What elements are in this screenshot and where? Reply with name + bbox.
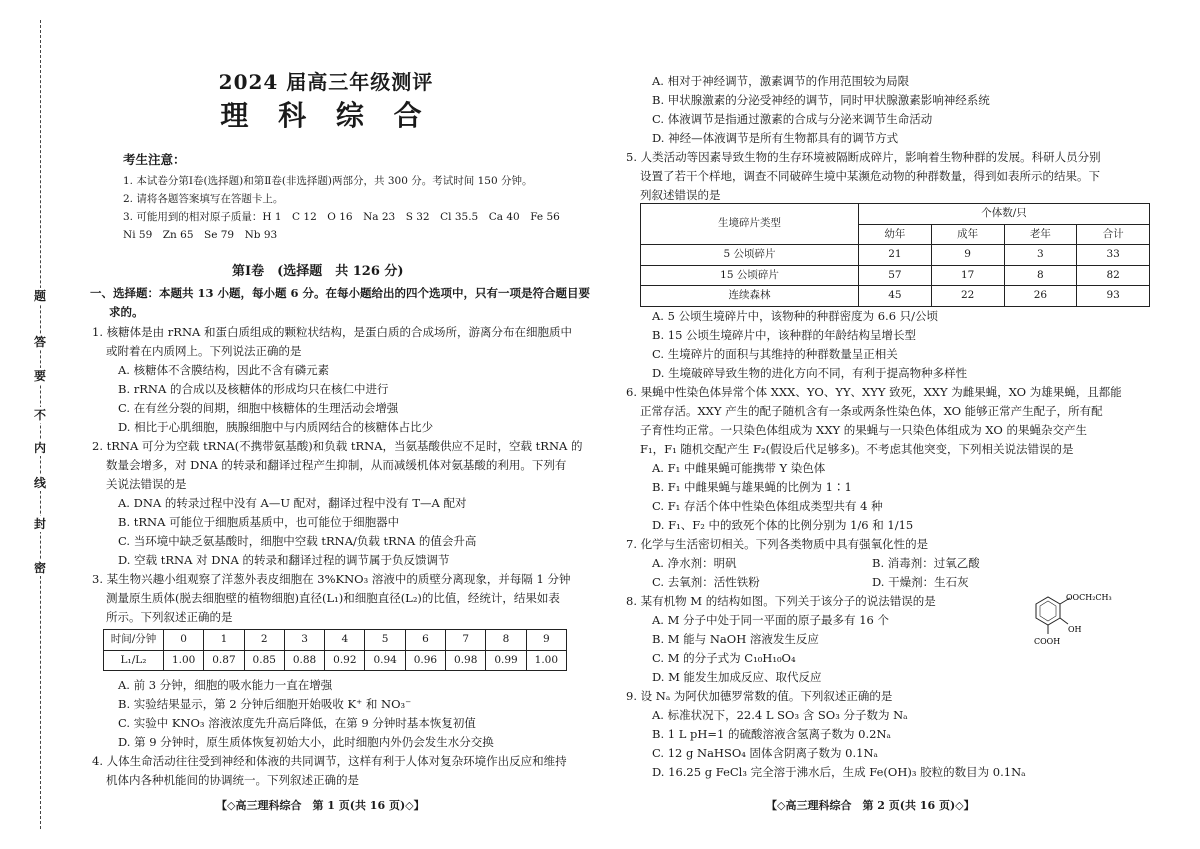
table-header: 幼年 [859,224,932,245]
table-row [104,650,567,671]
table-cell: 0.96 [405,650,445,671]
notice-line: 2. 请将各题答案填写在答题卡上。 [123,193,284,205]
option: C. 实验中 KNO₃ 溶液浓度先升高后降低，在第 9 分钟时基本恢复初值 [118,716,476,730]
margin-char: 内 [28,440,52,456]
section-intro: 一、选择题：本题共 13 小题，每小题 6 分。在每小题给出的四个选项中，只有一项是符合题目要 [90,286,591,300]
section-intro: 求的。 [109,305,144,319]
option: B. 实验结果显示，第 2 分钟后细胞开始吸收 K⁺ 和 NO₃⁻ [118,697,412,711]
table-cell: 45 [859,286,932,307]
question-stem: 关说法错误的是 [106,477,187,491]
exam-title: 2024 届高三年级测评 [218,70,434,94]
table-row [641,286,1150,307]
table-cell: 0.88 [284,650,324,671]
margin-char: 题 [28,288,52,304]
option: B. rRNA 的合成以及核糖体的形成均只在核仁中进行 [118,382,389,396]
option: B. 15 公顷生境碎片中，该种群的年龄结构呈增长型 [652,328,917,342]
page-footer: 【◇高三理科综合 第 2 页(共 16 页)◇】 [766,799,975,812]
question-stem: 设置了若干个样地，调查不同破碎生境中某濒危动物的种群数量，得到如表所示的结果。下 [640,169,1100,183]
question-stem: 或附着在内质网上。下列说法正确的是 [106,344,302,358]
option: A. M 分子中处于同一平面的原子最多有 16 个 [652,613,889,627]
table-cell: 2 [244,630,284,651]
margin-char: 不 [28,407,52,423]
table-cell: 0.99 [486,650,526,671]
table-cell: 5 [365,630,405,651]
question-stem: 机体内各种机能间的协调统一。下列叙述正确的是 [106,773,359,787]
option: B. M 能与 NaOH 溶液发生反应 [652,632,819,646]
table-cell: 3 [1004,245,1077,266]
table-header: 生境碎片类型 [641,204,859,245]
table-cell: 0.87 [204,650,244,671]
notice-heading: 考生注意： [123,152,186,167]
option: B. tRNA 可能位于细胞质基质中，也可能位于细胞器中 [118,515,400,529]
table-cell: 17 [931,265,1004,286]
table-row [641,204,1150,225]
molecule-ester-label: OOCH₂CH₃ [1066,593,1112,602]
page-2 [616,0,1164,849]
question-stem: 子育性均正常。一只染色体组成为 XXY 的果蝇与一只染色体组成为 XO 的果蝇杂交产生 [640,423,1087,437]
table-cell: 9 [931,245,1004,266]
question-stem: 3. 某生物兴趣小组观察了洋葱外表皮细胞在 3%KNO₃ 溶液中的质壁分离现象，并每隔 1 分钟 [92,572,571,586]
table-row [104,630,567,651]
option: C. 当环境中缺乏氨基酸时，细胞中空载 tRNA/负载 tRNA 的值会升高 [118,534,477,548]
table-cell: 1.00 [526,650,566,671]
option: D. 神经—体液调节是所有生物都具有的调节方式 [652,131,899,145]
question-stem: 数量会增多，对 DNA 的转录和翻译过程产生抑制，从而减缓机体对氨基酸的利用。下列有 [106,458,567,472]
option: B. 1 L pH=1 的硫酸溶液含氢离子数为 0.2Nₐ [652,727,891,741]
table-cell: 0.92 [325,650,365,671]
table-cell: 0 [164,630,204,651]
subject-title: 理 科 综 合 [220,99,432,132]
option: A. F₁ 中雌果蝇可能携带 Y 染色体 [652,461,826,475]
table-cell: 8 [1004,265,1077,286]
option: D. 第 9 分钟时，原生质体恢复初始大小，此时细胞内外仍会发生水分交换 [118,735,494,749]
table-cell: 93 [1077,286,1150,307]
option: C. 12 g NaHSO₄ 固体含阴离子数为 0.1Nₐ [652,746,878,760]
table-cell: 6 [405,630,445,651]
option: C. F₁ 存活个体中性染色体组成类型共有 4 种 [652,499,883,513]
table-header: 个体数/只 [859,204,1150,225]
question-stem: F₁，F₁ 随机交配产生 F₂(假设后代足够多)。不考虑其他突变，下列相关说法错误的是 [640,442,1074,456]
table-row [641,245,1150,266]
margin-char: 答 [28,334,52,350]
table-cell: 1 [204,630,244,651]
option: B. F₁ 中雌果蝇与雄果蝇的比例为 1∶1 [652,480,852,494]
question-stem: 正常存活。XXY 产生的配子随机含有一条或两条性染色体，XO 能够正常产生配子，所有配 [640,404,1103,418]
option: D. F₁、F₂ 中的致死个体的比例分别为 1/6 和 1/15 [652,518,914,532]
option: A. 净水剂：明矾 [652,556,737,570]
question-stem: 测量原生质体(脱去细胞壁的植物细胞)直径(L₁)和细胞直径(L₂)的比值，经统计，结果如表 [106,591,560,605]
option: A. 标准状况下，22.4 L SO₃ 含 SO₃ 分子数为 Nₐ [652,708,908,722]
option: D. M 能发生加成反应、取代反应 [652,670,822,684]
table-cell: 5 公顷碎片 [641,245,859,266]
binding-margin [0,0,64,849]
table-cell: 7 [446,630,486,651]
table-cell: 33 [1077,245,1150,266]
table-cell: 22 [931,286,1004,307]
table-cell: 57 [859,265,932,286]
notice-line: 1. 本试卷分第Ⅰ卷(选择题)和第Ⅱ卷(非选择题)两部分，共 300 分。考试时间 150 分钟。 [123,175,533,187]
question-stem: 1. 核糖体是由 rRNA 和蛋白质组成的颗粒状结构，是蛋白质的合成场所，游离分布在细胞质中 [92,325,572,339]
option: C. 去氧剂：活性铁粉 [652,575,760,589]
notice-line: 3. 可能用到的相对原子质量：H 1 C 12 O 16 Na 23 S 32 Cl 35.5 Ca 40 Fe 56 [123,211,560,223]
table-cell: 0.85 [244,650,284,671]
table-header: L₁/L₂ [104,650,164,671]
margin-char: 封 [28,516,52,532]
data-table-q5 [640,203,1150,307]
option: A. 5 公顷生境碎片中，该物种的种群密度为 6.6 只/公顷 [652,309,939,323]
table-header: 成年 [931,224,1004,245]
question-stem: 9. 设 Nₐ 为阿伏加德罗常数的值。下列叙述正确的是 [626,689,893,703]
section-title: 第Ⅰ卷 (选择题 共 126 分) [232,264,404,279]
table-cell: 21 [859,245,932,266]
table-cell: 26 [1004,286,1077,307]
option: D. 生境破碎导致生物的进化方向不同，有利于提高物种多样性 [652,366,968,380]
option: A. 前 3 分钟，细胞的吸水能力一直在增强 [118,678,333,692]
question-stem: 6. 果蝇中性染色体异常个体 XXX、YO、YY、XYY 致死，XXY 为雌果蝇，XO 为雄果蝇，且都能 [626,385,1122,399]
page-1 [76,0,591,849]
option: A. 核糖体不含膜结构，因此不含有磷元素 [118,363,330,377]
table-row [641,265,1150,286]
page-footer: 【◇高三理科综合 第 1 页(共 16 页)◇】 [216,799,425,812]
table-cell: 3 [284,630,324,651]
table-cell: 4 [325,630,365,651]
question-stem: 4. 人体生命活动往往受到神经和体液的共同调节，这样有利于人体对复杂环境作出反应和维持 [92,754,567,768]
option: A. 相对于神经调节，激素调节的作用范围较为局限 [652,74,910,88]
option: D. 空载 tRNA 对 DNA 的转录和翻译过程的调节属于负反馈调节 [118,553,450,567]
option: C. 体液调节是指通过激素的合成与分泌来调节生命活动 [652,112,933,126]
option: C. M 的分子式为 C₁₀H₁₀O₄ [652,651,796,665]
table-cell: 82 [1077,265,1150,286]
table-cell: 0.94 [365,650,405,671]
benzene-inner-ring [1040,601,1056,621]
option: A. DNA 的转录过程中没有 A—U 配对，翻译过程中没有 T—A 配对 [118,496,467,510]
option: D. 16.25 g FeCl₃ 完全溶于沸水后，生成 Fe(OH)₃ 胶粒的数目为 0.1Nₐ [652,765,1026,779]
notice-line: Ni 59 Zn 65 Se 79 Nb 93 [123,229,278,241]
table-cell: 连续森林 [641,286,859,307]
option: C. 在有丝分裂的间期，细胞中核糖体的生理活动会增强 [118,401,399,415]
table-cell: 8 [486,630,526,651]
table-cell: 15 公顷碎片 [641,265,859,286]
option: B. 消毒剂：过氧乙酸 [872,556,980,570]
molecule-hydroxyl-label: OH [1068,625,1082,634]
margin-char: 密 [28,560,52,576]
question-stem: 8. 某有机物 M 的结构如图。下列关于该分子的说法错误的是 [626,594,936,608]
table-header: 老年 [1004,224,1077,245]
margin-char: 线 [28,475,52,491]
option: C. 生境碎片的面积与其维持的种群数量呈正相关 [652,347,898,361]
molecule-structure-diagram [1016,588,1156,650]
table-cell: 0.98 [446,650,486,671]
hydroxyl-bond [1060,618,1068,624]
question-stem: 7. 化学与生活密切相关。下列各类物质中具有强氧化性的是 [626,537,929,551]
molecule-carboxyl-label: COOH [1034,637,1061,646]
margin-char: 要 [28,368,52,384]
table-cell: 9 [526,630,566,651]
binding-line [40,20,41,829]
option: D. 相比于心肌细胞，胰腺细胞中与内质网结合的核糖体占比少 [118,420,434,434]
question-stem: 2. tRNA 可分为空载 tRNA(不携带氨基酸)和负载 tRNA，当氨基酸供应不足时，空载 tRNA 的 [92,439,583,453]
question-stem: 5. 人类活动等因素导致生物的生存环境被隔断成碎片，影响着生物种群的发展。科研人员分别 [626,150,1101,164]
table-cell: 1.00 [164,650,204,671]
question-stem: 列叙述错误的是 [640,188,721,202]
data-table-q3 [103,629,567,671]
table-header: 时间/分钟 [104,630,164,651]
option: B. 甲状腺激素的分泌受神经的调节，同时甲状腺激素影响神经系统 [652,93,990,107]
option: D. 干燥剂：生石灰 [872,575,969,589]
table-header: 合计 [1077,224,1150,245]
question-stem: 所示。下列叙述正确的是 [106,610,233,624]
